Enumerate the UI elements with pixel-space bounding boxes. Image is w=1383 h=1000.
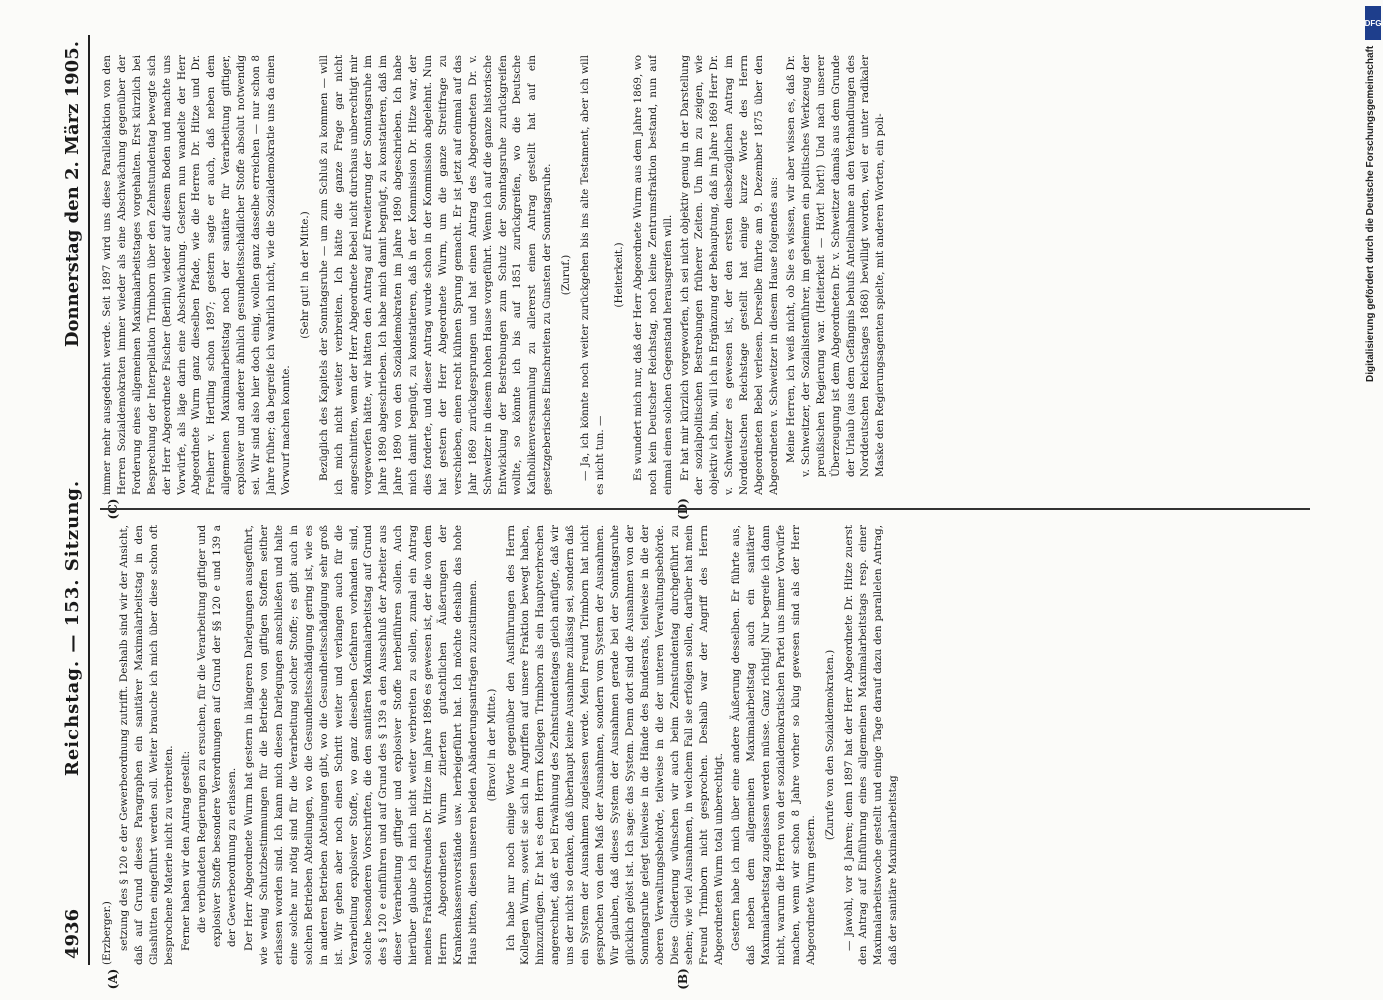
dfg-logo: DFG [1365,6,1381,40]
session-title: Reichstag. — 153. Sitzung. [61,479,83,777]
paragraph: setzung des § 120 e der Gewerbeordnung zutrifft. Deshalb sind wir der Ansicht, daß auf Grund dieses Paragraphen ein sanitärer Maximalarbeitstag in den Glashütten eingeführt werden soll. Weiter brauche ich mich über diese schon oft besprochene Materie nicht zu verbreiten. [117,525,175,965]
page-header [56,35,90,965]
rotated-document-sheet [56,35,1326,990]
margin-marker-b: (B) [676,968,690,990]
paragraph: Gestern habe ich mich über eine andere Äußerung desselben. Er führte aus, daß neben dem allgemeinen Maximalarbeitstag auch ein sanitärer Maximalarbeitstag zugelassen werden müsse. Ganz richtig! Nur begreife ich dann nicht, warum die Herren von der sozialdemokratischen Partei uns immer Vorwürfe machen, wenn wir schon 8 Jahre vorher so klug gewesen sind als der Herr Abgeordnete Wurm gestern. [730,525,817,965]
quoted-speech: Meine Herren, ich weiß nicht, ob Sie es wissen, wir aber wissen es, daß Dr. v. Schweitzer, der Sozialistenführer, im geheimen ein politisches Werkzeug der preußischen Regierung war. (Heiterkeit — Hört! hört!) Und nach unserer Überzeugung ist dem Abgeordneten Dr. v. Schweitzer damals aus dem Grunde der Urlaub (aus dem Gefängnis behufs Anteilnahme an den Verhandlungen des Norddeutschen Reichstages 1868) bewilligt worden, weil er unter radikaler Maske den Regierungsagenten spielte, mit anderen Worten, ein poli- [784,55,887,477]
paragraph: Ferner haben wir den Antrag gestellt: [179,750,192,951]
paragraph: Es wundert mich nur, daß der Herr Abgeordnete Wurm aus dem Jahre 1869, wo noch kein Deutscher Reichstag, noch keine Zentrumsfraktion bestand, nun auf einmal einen solchen Gegenstand herausgreifen will. [631,55,674,495]
speaker-label: (Erzberger.) [101,901,113,965]
interjection: (Sehr gut! in der Mitte.) [298,211,311,339]
session-date: Donnerstag den 2. März 1905. [61,41,83,348]
interjection: (Zuruf.) [560,254,573,296]
page-number: 4936 [61,908,83,959]
paragraph: — Ja, ich könnte noch weiter zurückgehen bis ins alte Testament, aber ich will es nicht tun. — [579,55,606,495]
interjection: (Zurufe von den Sozialdemokraten.) [823,649,836,841]
paragraph: Ich habe nur noch einige Worte gegenüber den Ausführungen des Herrn Kollegen Wurm, soweit sie sich in Angriffen auf unsere Fraktion bewegt haben, hinzuzufügen. Er hat es dem Herrn Kollegen Trimborn als ein Hauptverbrechen angerechnet, daß er bei Erwähnung des Zehnstundentages gleich anfügte, daß wir uns der nicht so denken, daß überhaupt keine Ausnahme zulässig sei, sondern daß ein System der Ausnahmen zugelassen werde. Mein Freund Trimborn hat nicht gesprochen von dem Maß der Ausnahmen, sondern vom System der Ausnahmen. Wir glauben, daß dieses System der Ausnahmen gerade bei der Sonntagsruhe glücklich gelöst ist. Ich sage: das System. Denn dort sind die Ausnahmen von der Sonntagsruhe gelegt teilweise in die Hände des Bundesrats, teilweise in die der oberen Verwaltungsbehörde, teilweise in die der unteren Verwaltungsbehörde. Diese Gliederung wünschen wir auch beim Zehnstundentag durchgeführt zu sehen; wie viel Ausnahmen, in welchem Fall sie erfolgen sollen, darüber hat mein Freund Trimborn nicht gesprochen. Deshalb war der Angriff des Herrn Abgeordneten Wurm total unberechtigt. [504,525,726,965]
paragraph: Bezüglich des Kapitels der Sonntagsruhe — um zum Schluß zu kommen — will ich mich nicht weiter verbreiten. Ich hätte die ganze Frage gar nicht angeschnitten, wenn der Herr Abgeordnete Bebel nicht durchaus unberechtigt mir vorgeworfen hätte, wir hätten den Antrag auf Erweiterung der Sonntagsruhe im Jahre 1890 abgeschrieben. Ich habe mich damit begnügt, zu konstatieren, daß im Jahre 1890 von den Sozialdemokraten im Jahre 1890 abgeschrieben. Ich habe mich damit begnügt, zu konstatieren, daß in der Kommission Dr. Hitze war, der dies forderte, und dieser Antrag wurde schon in der Kommission abgelehnt. Nun hat gestern der Herr Abgeordnete Wurm, um die ganze Streitfrage zu verschieben, einen recht kühnen Sprung gemacht. Er ist jetzt auf einmal auf das Jahr 1869 zurückgesprungen und hat einen Antrag des Abgeordneten Dr. v. Schweitzer in diesem hohen Hause vorgeführt. Wenn ich auf die ganze historische Entwicklung der Bestrebungen zum Schutz der Sonntagsruhe zurückgreifen wollte, so könnte ich bis auf 1851 zurückgreifen, wo die Deutsche Katholikenversammlung zu allererst einen Antrag gestellt hat auf ein gesetzgeberisches Einschreiten zu Gunsten der Sonntagsruhe. [317,55,554,495]
left-text-column [100,525,1310,965]
quoted-motion: die verbündeten Regierungen zu ersuchen, für die Verarbeitung giftiger und explosiver Stoffe besondere Verordnungen auf Grund der §§ 120 e und 139 a der Gewerbeordnung zu erlassen. [196,525,239,947]
column-divider [100,508,1310,510]
paragraph: — Jawohl, vor 8 Jahren; denn 1897 hat der Herr Abgeordnete Dr. Hitze zuerst den Antrag auf Einführung eines allgemeinen Maximalarbeitstags resp. einer Maximalarbeitswoche gestellt und einige Tage darauf dazu den parallelen Antrag, daß der sanitäre Maximalarbeitstag [842,525,900,965]
interjection: (Bravo! in der Mitte.) [485,688,498,802]
interjection: (Heiterkeit.) [612,242,625,308]
paragraph: Der Herr Abgeordnete Wurm hat gestern in längeren Darlegungen ausgeführt, wie wenig Schutzbestimmungen für die Betriebe von giftigen Stoffen seither erlassen worden sind. Ich kann mich diesen Darlegungen anschließen und halte eine solche nur nötig sind für die Verarbeitung solcher Stoffe; es gibt auch in solchen Betrieben Abteilungen, wo die Gesundheitsschädigung gering ist, wie es in anderen Betrieben Abteilungen gibt, wo die Gesundheitsschädigung sehr groß ist. Wir gehen aber noch einen Schritt weiter und verlangen auch für die Verarbeitung explosiver Stoffe, wo ganz dieselben Gefahren vorhanden sind, solche besonderen Vorschriften, die den sanitären Maximalarbeitstag auf Grund des § 120 e einführen und auf Grund des § 139 a den Ausschluß der Arbeiter aus dieser Verarbeitung giftiger und explosiver Stoffe herbeiführen sollen. Auch hierüber glaube ich mich nicht weiter verbreiten zu sollen, zumal ein Antrag meines Fraktionsfreundes Dr. Hitze im Jahre 1896 es gewesen ist, der die von dem Herrn Abgeordneten Wurm zitierten gutachtlichen Äußerungen der Krankenkassenvorstände usw. herbeigeführt hat. Ich möchte deshalb das hohe Haus bitten, diesen unseren beiden Abänderungsanträgen zuzustimmen. [243,525,479,965]
paragraph: Er hat mir kürzlich vorgeworfen, ich sei nicht objektiv genug in der Darstellung der sozialpolitischen Bestrebungen früherer Zeiten. Um ihm zu zeigen, wie objektiv ich bin, will ich in Ergänzung der Behauptung, daß im Jahre 1869 Herr Dr. v. Schweitzer es gewesen ist, der den ersten diesbezüglichen Antrag im Norddeutschen Reichstage gestellt hat einige kurze Worte des Herrn Abgeordneten Bebel verlesen. Derselbe führte am 9. Dezember 1875 über den Abgeordneten v. Schweitzer in diesem Hause folgendes aus: [678,55,780,495]
digitization-note: Digitalisierung gefördert durch die Deutsche Forschungsgemeinschaft [1365,46,1376,383]
right-text-column [100,55,1310,495]
margin-marker-a: (A) [106,968,120,990]
paragraph: immer mehr ausgedehnt werde. Seit 1897 wird uns diese Parallelaktion von den Herren Sozialdemokraten immer wieder als eine Abschwächung gegenüber der Forderung eines allgemeinen Maximalarbeitstages vorgehalten. Erst kürzlich bei Besprechung der Interpellation Trimborn über den Zehnstundentag bewegte sich der Herr Abgeordnete Fischer (Berlin) wieder auf diesem Boden und machte uns Vorwürfe, als läge darin eine Abschwächung. Gestern nun wandelte der Herr Abgeordnete Wurm ganz dieselben Pfade, wie die Herren Dr. Hitze und Dr. Freiherr v. Hertling schon 1897; gestern sagte er auch, daß neben dem allgemeinen Maximalarbeitstag noch der sanitäre für Verarbeitung giftiger, explosiver und anderer ähnlich gesundheitsschädlicher Stoffe absolut notwendig sei. Wir sind also hier doch einig, wollen ganz dasselbe erreichen — nur schon 8 Jahre früher; da begreife ich wahrlich nicht, wie die Sozialdemokratie uns da einen Vorwurf machen konnte. [101,55,292,495]
